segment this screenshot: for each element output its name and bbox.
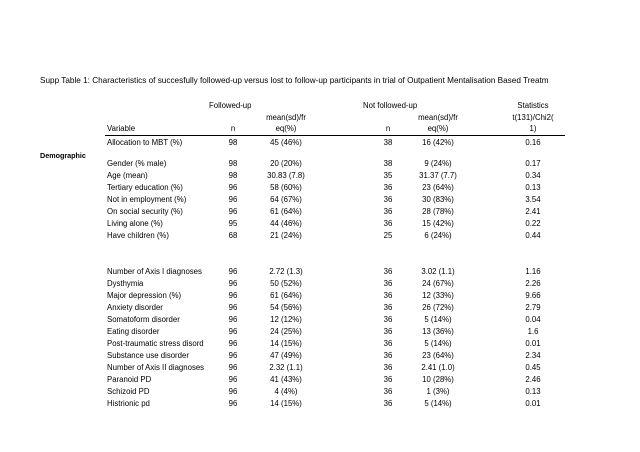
cell-variable: Major depression (%) xyxy=(107,291,182,300)
cell-n-followed: 96 xyxy=(228,195,238,204)
cell-mean-not-followed: 31.37 (7.7) xyxy=(419,171,457,180)
cell-statistic: 0.22 xyxy=(525,219,541,228)
cell-variable: Post-traumatic stress disord xyxy=(107,339,204,348)
cell-variable: Age (mean) xyxy=(107,171,148,180)
cell-mean-not-followed: 26 (72%) xyxy=(422,303,454,312)
header-rule xyxy=(105,135,565,136)
cell-mean-followed: 24 (25%) xyxy=(270,327,302,336)
cell-n-followed: 96 xyxy=(228,291,238,300)
cell-mean-not-followed: 15 (42%) xyxy=(422,219,454,228)
cell-n-not-followed: 36 xyxy=(383,291,393,300)
cell-statistic: 2.79 xyxy=(525,303,541,312)
cell-mean-followed: 64 (67%) xyxy=(270,195,302,204)
cell-n-not-followed: 36 xyxy=(383,303,393,312)
cell-variable: Dysthymia xyxy=(107,279,144,288)
header-statistics-line3: 1) xyxy=(529,124,537,133)
cell-variable: Not in employment (%) xyxy=(107,195,187,204)
cell-statistic: 2.26 xyxy=(525,279,541,288)
cell-mean-followed: 45 (46%) xyxy=(270,138,302,147)
cell-variable: Paranoid PD xyxy=(107,375,152,384)
cell-variable: Eating disorder xyxy=(107,327,160,336)
cell-n-followed: 96 xyxy=(228,315,238,324)
cell-n-followed: 98 xyxy=(228,171,238,180)
cell-variable: Anxiety disorder xyxy=(107,303,163,312)
cell-mean-not-followed: 30 (83%) xyxy=(422,195,454,204)
cell-mean-not-followed: 1 (3%) xyxy=(426,387,450,396)
header-mean-2: mean(sd)/fr xyxy=(418,113,458,122)
cell-mean-followed: 20 (20%) xyxy=(270,159,302,168)
cell-n-followed: 96 xyxy=(228,363,238,372)
cell-n-followed: 96 xyxy=(228,279,238,288)
cell-mean-followed: 12 (12%) xyxy=(270,315,302,324)
cell-n-not-followed: 38 xyxy=(383,138,393,147)
cell-n-not-followed: 25 xyxy=(383,231,393,240)
cell-n-followed: 98 xyxy=(228,159,238,168)
cell-n-not-followed: 36 xyxy=(383,327,393,336)
cell-mean-not-followed: 23 (64%) xyxy=(422,351,454,360)
header-followed-up: Followed-up xyxy=(209,101,252,110)
cell-mean-not-followed: 6 (24%) xyxy=(424,231,452,240)
cell-mean-followed: 41 (43%) xyxy=(270,375,302,384)
cell-statistic: 9.66 xyxy=(525,291,541,300)
cell-statistic: 0.44 xyxy=(525,231,541,240)
cell-n-followed: 96 xyxy=(228,339,238,348)
cell-statistic: 0.34 xyxy=(525,171,541,180)
cell-statistic: 1.16 xyxy=(525,267,541,276)
cell-statistic: 0.17 xyxy=(525,159,541,168)
cell-n-followed: 96 xyxy=(228,327,238,336)
cell-n-not-followed: 38 xyxy=(383,159,393,168)
cell-variable: Have children (%) xyxy=(107,231,169,240)
cell-n-not-followed: 36 xyxy=(383,267,393,276)
cell-mean-not-followed: 5 (14%) xyxy=(424,399,452,408)
cell-mean-followed: 54 (56%) xyxy=(270,303,302,312)
cell-n-not-followed: 36 xyxy=(383,195,393,204)
cell-n-followed: 68 xyxy=(228,231,238,240)
cell-mean-not-followed: 5 (14%) xyxy=(424,315,452,324)
cell-n-followed: 96 xyxy=(228,183,238,192)
cell-n-followed: 96 xyxy=(228,387,238,396)
cell-mean-followed: 61 (64%) xyxy=(270,207,302,216)
cell-variable: Schizoid PD xyxy=(107,387,150,396)
header-n-2: n xyxy=(385,124,391,133)
cell-n-followed: 98 xyxy=(228,138,238,147)
cell-statistic: 2.34 xyxy=(525,351,541,360)
cell-statistic: 0.13 xyxy=(525,387,541,396)
cell-variable: Gender (% male) xyxy=(107,159,167,168)
cell-mean-followed: 47 (49%) xyxy=(270,351,302,360)
cell-statistic: 2.41 xyxy=(525,207,541,216)
cell-n-not-followed: 35 xyxy=(383,171,393,180)
table-caption: Supp Table 1: Characteristics of succesfully followed-up versus lost to follow-up participants in trial of Outpatient Mentalisation Based Treatm xyxy=(40,76,549,85)
header-not-followed-up: Not followed-up xyxy=(363,101,418,110)
header-mean-2-line2: eq(%) xyxy=(427,124,449,133)
cell-variable: Substance use disorder xyxy=(107,351,189,360)
cell-n-not-followed: 36 xyxy=(383,279,393,288)
cell-mean-not-followed: 23 (64%) xyxy=(422,183,454,192)
cell-mean-not-followed: 5 (14%) xyxy=(424,339,452,348)
cell-variable: Histrionic pd xyxy=(107,399,150,408)
cell-n-not-followed: 36 xyxy=(383,339,393,348)
cell-statistic: 0.45 xyxy=(525,363,541,372)
cell-statistic: 3.54 xyxy=(525,195,541,204)
cell-mean-not-followed: 16 (42%) xyxy=(422,138,454,147)
cell-mean-followed: 21 (24%) xyxy=(270,231,302,240)
cell-statistic: 2.46 xyxy=(525,375,541,384)
cell-variable: Living alone (%) xyxy=(107,219,163,228)
cell-mean-not-followed: 2.41 (1.0) xyxy=(421,363,455,372)
header-mean-1: mean(sd)/fr xyxy=(266,113,306,122)
cell-mean-not-followed: 9 (24%) xyxy=(424,159,452,168)
cell-n-followed: 96 xyxy=(228,267,238,276)
cell-statistic: 1.6 xyxy=(527,327,539,336)
header-statistics-line2: t(131)/Chi2( xyxy=(512,113,554,122)
cell-statistic: 0.01 xyxy=(525,339,541,348)
header-variable: Variable xyxy=(107,124,136,133)
cell-variable: Number of Axis I diagnoses xyxy=(107,267,202,276)
cell-mean-not-followed: 13 (36%) xyxy=(422,327,454,336)
cell-mean-followed: 61 (64%) xyxy=(270,291,302,300)
cell-mean-not-followed: 3.02 (1.1) xyxy=(421,267,455,276)
cell-n-not-followed: 36 xyxy=(383,219,393,228)
cell-mean-followed: 2.32 (1.1) xyxy=(269,363,303,372)
cell-variable: Number of Axis II diagnoses xyxy=(107,363,205,372)
cell-n-not-followed: 36 xyxy=(383,387,393,396)
cell-mean-not-followed: 24 (67%) xyxy=(422,279,454,288)
cell-n-not-followed: 36 xyxy=(383,315,393,324)
cell-n-not-followed: 36 xyxy=(383,183,393,192)
cell-variable: Allocation to MBT (%) xyxy=(107,138,183,147)
header-mean-1-line2: eq(%) xyxy=(275,124,297,133)
cell-n-followed: 96 xyxy=(228,399,238,408)
cell-statistic: 0.13 xyxy=(525,183,541,192)
cell-mean-not-followed: 10 (28%) xyxy=(422,375,454,384)
section-label-demographic: Demographic xyxy=(40,151,86,160)
cell-n-not-followed: 36 xyxy=(383,363,393,372)
cell-variable: Tertiary education (%) xyxy=(107,183,183,192)
header-n-1: n xyxy=(230,124,236,133)
cell-n-followed: 96 xyxy=(228,375,238,384)
cell-mean-not-followed: 28 (78%) xyxy=(422,207,454,216)
cell-variable: Somatoform disorder xyxy=(107,315,180,324)
header-statistics: Statistics xyxy=(517,101,549,110)
cell-mean-followed: 2.72 (1.3) xyxy=(269,267,303,276)
cell-mean-followed: 30.83 (7.8) xyxy=(267,171,305,180)
cell-statistic: 0.04 xyxy=(525,315,541,324)
cell-n-followed: 96 xyxy=(228,351,238,360)
cell-mean-followed: 4 (4%) xyxy=(274,387,298,396)
cell-n-followed: 96 xyxy=(228,303,238,312)
cell-statistic: 0.01 xyxy=(525,399,541,408)
cell-variable: On social security (%) xyxy=(107,207,183,216)
cell-mean-not-followed: 12 (33%) xyxy=(422,291,454,300)
cell-mean-followed: 58 (60%) xyxy=(270,183,302,192)
cell-n-followed: 96 xyxy=(228,207,238,216)
cell-mean-followed: 14 (15%) xyxy=(270,399,302,408)
cell-n-not-followed: 36 xyxy=(383,351,393,360)
cell-n-followed: 95 xyxy=(228,219,238,228)
cell-mean-followed: 14 (15%) xyxy=(270,339,302,348)
cell-n-not-followed: 36 xyxy=(383,399,393,408)
cell-mean-followed: 44 (46%) xyxy=(270,219,302,228)
cell-statistic: 0.16 xyxy=(525,138,541,147)
cell-mean-followed: 50 (52%) xyxy=(270,279,302,288)
cell-n-not-followed: 36 xyxy=(383,375,393,384)
cell-n-not-followed: 36 xyxy=(383,207,393,216)
